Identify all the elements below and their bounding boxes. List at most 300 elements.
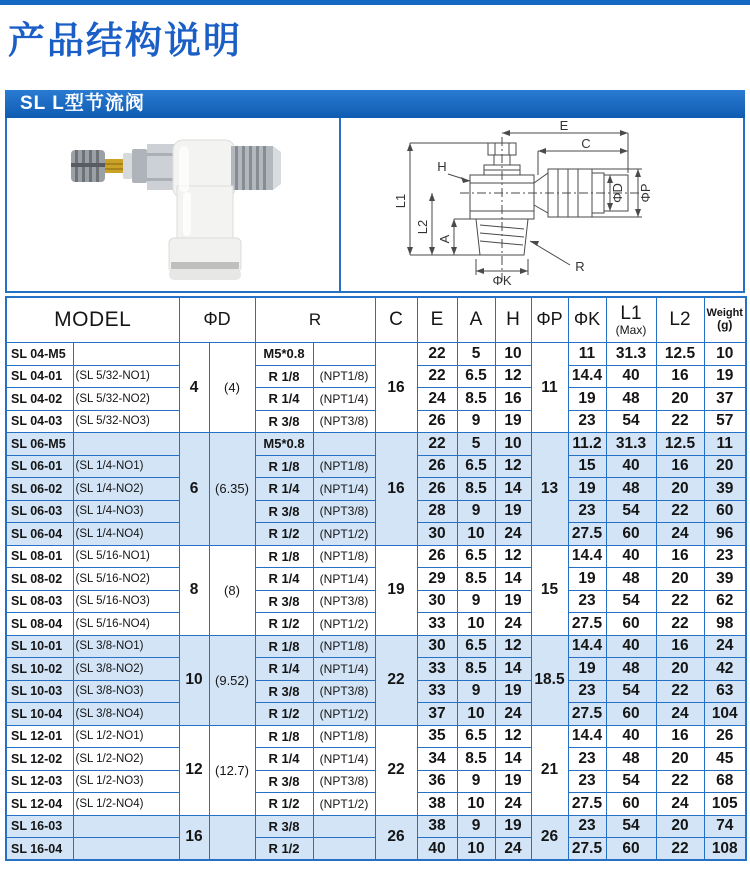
- cell-model: SL 06-M5: [6, 433, 73, 456]
- cell-l2: 22: [656, 770, 704, 793]
- cell-model: SL 06-01: [6, 455, 73, 478]
- cell-l1: 48: [606, 658, 656, 681]
- col-header-c: C: [375, 297, 417, 343]
- cell-model: SL 10-01: [6, 635, 73, 658]
- cell-model-alt: (SL 5/32-NO2): [73, 388, 179, 411]
- cell-model-alt: (SL 5/32-NO3): [73, 410, 179, 433]
- cell-l2: 16: [656, 365, 704, 388]
- cell-h: 19: [495, 680, 531, 703]
- cell-model-alt: (SL 1/4-NO1): [73, 455, 179, 478]
- cell-l2: 16: [656, 635, 704, 658]
- cell-weight: 104: [704, 703, 746, 726]
- spec-table-head: [6, 297, 746, 343]
- cell-e: 33: [417, 658, 457, 681]
- cell-tube-diameter-alt: (6.35): [209, 433, 255, 546]
- cell-model: SL 12-03: [6, 770, 73, 793]
- cell-e: 26: [417, 478, 457, 501]
- cell-k: 23: [568, 590, 606, 613]
- cell-e: 38: [417, 815, 457, 838]
- cell-a: 6.5: [457, 545, 495, 568]
- cell-a: 10: [457, 793, 495, 816]
- header-row: [6, 297, 746, 343]
- cell-a: 9: [457, 590, 495, 613]
- cell-l2: 22: [656, 410, 704, 433]
- cell-k: 23: [568, 500, 606, 523]
- cell-model: SL 16-04: [6, 838, 73, 861]
- cell-l1: 48: [606, 388, 656, 411]
- cell-e: 30: [417, 523, 457, 546]
- spec-row-sl-06-m5: [6, 433, 746, 456]
- cell-thread-alt: [313, 433, 375, 456]
- washer: [123, 153, 132, 179]
- cell-e: 22: [417, 343, 457, 366]
- cell-weight: 60: [704, 500, 746, 523]
- cell-l2: 20: [656, 748, 704, 771]
- cell-h: 16: [495, 388, 531, 411]
- col-header-weight: [704, 297, 746, 343]
- cell-model-alt: (SL 3/8-NO3): [73, 680, 179, 703]
- cell-c: 16: [375, 343, 417, 433]
- cell-k: 14.4: [568, 545, 606, 568]
- cell-k: 23: [568, 770, 606, 793]
- cell-l1: 40: [606, 635, 656, 658]
- cell-l2: 20: [656, 568, 704, 591]
- cell-l1: 54: [606, 770, 656, 793]
- cell-k: 23: [568, 680, 606, 703]
- cell-e: 29: [417, 568, 457, 591]
- cell-model: SL 08-01: [6, 545, 73, 568]
- cell-model-alt: [73, 838, 179, 861]
- cell-l1: 48: [606, 478, 656, 501]
- cell-l1: 40: [606, 545, 656, 568]
- cell-a: 8.5: [457, 568, 495, 591]
- cell-weight: 37: [704, 388, 746, 411]
- cell-e: 33: [417, 680, 457, 703]
- cell-thread-alt: (NPT1/4): [313, 658, 375, 681]
- cell-p: 15: [531, 545, 568, 635]
- cell-l2: 20: [656, 815, 704, 838]
- cell-model: SL 04-03: [6, 410, 73, 433]
- cell-k: 19: [568, 388, 606, 411]
- cell-tube-diameter: 6: [179, 433, 209, 546]
- cell-l2: 16: [656, 545, 704, 568]
- spec-row-sl-16-03: [6, 815, 746, 838]
- top-accent-strip: [0, 0, 750, 5]
- dim-label-l2: L2: [415, 219, 430, 234]
- cell-thread: R 3/8: [255, 500, 313, 523]
- cell-l2: 24: [656, 523, 704, 546]
- cell-tube-diameter: 8: [179, 545, 209, 635]
- cell-thread-alt: (NPT1/2): [313, 523, 375, 546]
- spec-row-sl-12-01: [6, 725, 746, 748]
- cell-l1: 31.3: [606, 433, 656, 456]
- cell-a: 10: [457, 613, 495, 636]
- weight-unit-label: (g): [717, 318, 733, 333]
- section-title: SL L型节流阀: [20, 92, 145, 114]
- cell-tube-diameter: 12: [179, 725, 209, 815]
- cell-model-alt: (SL 1/4-NO2): [73, 478, 179, 501]
- cell-l1: 54: [606, 680, 656, 703]
- cell-model: SL 08-03: [6, 590, 73, 613]
- cell-weight: 10: [704, 343, 746, 366]
- cell-thread-alt: (NPT3/8): [313, 500, 375, 523]
- cell-a: 8.5: [457, 748, 495, 771]
- bottom-lip: [169, 269, 241, 280]
- cell-a: 10: [457, 523, 495, 546]
- col-header-p: ΦP: [531, 297, 568, 343]
- cell-thread-alt: (NPT3/8): [313, 410, 375, 433]
- cell-weight: 98: [704, 613, 746, 636]
- cell-k: 15: [568, 455, 606, 478]
- cell-e: 40: [417, 838, 457, 861]
- cell-c: 26: [375, 815, 417, 860]
- cell-k: 27.5: [568, 703, 606, 726]
- cell-p: 21: [531, 725, 568, 815]
- cell-model-alt: (SL 1/2-NO1): [73, 725, 179, 748]
- cell-h: 14: [495, 748, 531, 771]
- cell-model: SL 10-04: [6, 703, 73, 726]
- cell-weight: 45: [704, 748, 746, 771]
- panel-body: [5, 118, 745, 293]
- technical-drawing: [342, 119, 742, 290]
- cell-h: 12: [495, 545, 531, 568]
- cell-e: 22: [417, 365, 457, 388]
- cell-model: SL 04-M5: [6, 343, 73, 366]
- cell-l2: 22: [656, 590, 704, 613]
- cell-weight: 74: [704, 815, 746, 838]
- cell-a: 9: [457, 815, 495, 838]
- cell-thread: R 1/4: [255, 658, 313, 681]
- col-header-d: ΦD: [179, 297, 255, 343]
- dim-label-c: C: [581, 135, 591, 151]
- cell-h: 14: [495, 658, 531, 681]
- page-title: 产品结构说明: [8, 20, 242, 61]
- col-header-a: A: [457, 297, 495, 343]
- cell-model-alt: (SL 5/16-NO1): [73, 545, 179, 568]
- cell-k: 27.5: [568, 523, 606, 546]
- cell-h: 10: [495, 433, 531, 456]
- cell-h: 19: [495, 770, 531, 793]
- cell-e: 22: [417, 433, 457, 456]
- cell-l2: 20: [656, 658, 704, 681]
- cell-model: SL 16-03: [6, 815, 73, 838]
- l1-label: L1: [620, 302, 642, 324]
- cell-e: 35: [417, 725, 457, 748]
- cell-thread-alt: (NPT1/4): [313, 388, 375, 411]
- cell-h: 24: [495, 523, 531, 546]
- cell-l1: 60: [606, 613, 656, 636]
- cell-thread-alt: (NPT1/8): [313, 545, 375, 568]
- cell-p: 18.5: [531, 635, 568, 725]
- cell-l2: 12.5: [656, 343, 704, 366]
- cell-k: 14.4: [568, 725, 606, 748]
- cell-l1: 60: [606, 793, 656, 816]
- dim-label-d: ΦD: [610, 182, 625, 203]
- cell-thread-alt: (NPT3/8): [313, 770, 375, 793]
- cell-thread: M5*0.8: [255, 433, 313, 456]
- cell-k: 11: [568, 343, 606, 366]
- spec-row-sl-10-01: [6, 635, 746, 658]
- cell-e: 38: [417, 793, 457, 816]
- cell-model-alt: (SL 5/16-NO4): [73, 613, 179, 636]
- cell-model-alt: (SL 5/16-NO3): [73, 590, 179, 613]
- cell-model: SL 12-04: [6, 793, 73, 816]
- dim-label-k: ΦK: [492, 272, 512, 288]
- cell-e: 34: [417, 748, 457, 771]
- col-header-h: H: [495, 297, 531, 343]
- cell-l2: 16: [656, 725, 704, 748]
- cell-tube-diameter-alt: (9.52): [209, 635, 255, 725]
- cell-a: 5: [457, 433, 495, 456]
- cell-k: 23: [568, 748, 606, 771]
- cell-model: SL 06-04: [6, 523, 73, 546]
- col-header-e: E: [417, 297, 457, 343]
- cell-thread: R 1/2: [255, 523, 313, 546]
- cell-model-alt: (SL 1/2-NO2): [73, 748, 179, 771]
- cell-thread: R 3/8: [255, 680, 313, 703]
- cell-tube-diameter: 10: [179, 635, 209, 725]
- cell-a: 8.5: [457, 388, 495, 411]
- cell-weight: 57: [704, 410, 746, 433]
- cell-thread: R 1/8: [255, 455, 313, 478]
- cell-tube-diameter-alt: (8): [209, 545, 255, 635]
- cell-model: SL 08-02: [6, 568, 73, 591]
- cell-weight: 105: [704, 793, 746, 816]
- cell-tube-diameter: 16: [179, 815, 209, 860]
- dim-label-h: H: [437, 158, 447, 174]
- cell-thread: R 1/8: [255, 365, 313, 388]
- cell-l1: 60: [606, 703, 656, 726]
- cell-a: 9: [457, 410, 495, 433]
- cell-h: 14: [495, 568, 531, 591]
- cell-h: 12: [495, 725, 531, 748]
- cell-h: 19: [495, 815, 531, 838]
- cell-h: 12: [495, 455, 531, 478]
- cell-e: 26: [417, 455, 457, 478]
- cell-l2: 24: [656, 793, 704, 816]
- cell-l2: 24: [656, 703, 704, 726]
- spec-table: [5, 296, 747, 862]
- cell-model: SL 12-02: [6, 748, 73, 771]
- cell-model-alt: (SL 1/2-NO3): [73, 770, 179, 793]
- cell-l2: 22: [656, 838, 704, 861]
- cell-thread-alt: (NPT1/2): [313, 793, 375, 816]
- cell-h: 19: [495, 500, 531, 523]
- cell-a: 9: [457, 770, 495, 793]
- dim-label-e: E: [559, 118, 569, 133]
- col-header-l1: [606, 297, 656, 343]
- cell-h: 14: [495, 478, 531, 501]
- cell-a: 10: [457, 703, 495, 726]
- cell-l1: 40: [606, 365, 656, 388]
- cell-h: 24: [495, 838, 531, 861]
- cell-h: 12: [495, 635, 531, 658]
- cell-model-alt: (SL 5/16-NO2): [73, 568, 179, 591]
- cell-model-alt: (SL 3/8-NO4): [73, 703, 179, 726]
- cell-l2: 22: [656, 613, 704, 636]
- col-header-l2: L2: [656, 297, 704, 343]
- cell-h: 12: [495, 365, 531, 388]
- cell-weight: 26: [704, 725, 746, 748]
- cell-thread-alt: (NPT1/8): [313, 455, 375, 478]
- cell-l1: 48: [606, 568, 656, 591]
- cell-model-alt: (SL 3/8-NO2): [73, 658, 179, 681]
- col-header-k: ΦK: [568, 297, 606, 343]
- cell-thread-alt: (NPT1/4): [313, 478, 375, 501]
- cell-p: 26: [531, 815, 568, 860]
- cell-a: 6.5: [457, 365, 495, 388]
- cell-e: 26: [417, 545, 457, 568]
- cell-model: SL 06-02: [6, 478, 73, 501]
- cell-a: 5: [457, 343, 495, 366]
- cell-k: 19: [568, 478, 606, 501]
- cell-thread: R 1/4: [255, 568, 313, 591]
- cell-thread: R 3/8: [255, 590, 313, 613]
- cell-thread: R 1/4: [255, 748, 313, 771]
- cell-l2: 20: [656, 478, 704, 501]
- dim-label-a: A: [437, 234, 452, 244]
- cell-thread-alt: (NPT1/8): [313, 365, 375, 388]
- cell-weight: 24: [704, 635, 746, 658]
- cell-l1: 60: [606, 523, 656, 546]
- cell-model: SL 10-03: [6, 680, 73, 703]
- cell-k: 19: [568, 568, 606, 591]
- cell-thread-alt: [313, 838, 375, 861]
- cell-c: 22: [375, 725, 417, 815]
- lock-nut: [132, 149, 147, 183]
- cell-weight: 96: [704, 523, 746, 546]
- product-panel: [5, 90, 745, 293]
- cell-thread: R 1/8: [255, 635, 313, 658]
- spec-row-sl-08-01: [6, 545, 746, 568]
- cell-l1: 31.3: [606, 343, 656, 366]
- cell-thread-alt: [313, 815, 375, 838]
- cell-thread: R 1/4: [255, 478, 313, 501]
- cell-thread: R 1/8: [255, 545, 313, 568]
- cell-model: SL 12-01: [6, 725, 73, 748]
- cell-k: 27.5: [568, 838, 606, 861]
- cell-c: 22: [375, 635, 417, 725]
- cell-h: 24: [495, 703, 531, 726]
- cell-k: 27.5: [568, 613, 606, 636]
- cell-k: 14.4: [568, 635, 606, 658]
- dim-label-p: ΦP: [638, 183, 653, 203]
- cell-model-alt: (SL 1/4-NO4): [73, 523, 179, 546]
- cell-thread: R 1/2: [255, 793, 313, 816]
- cell-thread-alt: (NPT1/8): [313, 635, 375, 658]
- metal-ring: [171, 262, 239, 269]
- cell-l1: 54: [606, 410, 656, 433]
- cell-weight: 42: [704, 658, 746, 681]
- cell-thread-alt: (NPT1/2): [313, 703, 375, 726]
- cell-weight: 39: [704, 568, 746, 591]
- cell-weight: 62: [704, 590, 746, 613]
- cell-thread: R 1/8: [255, 725, 313, 748]
- cell-tube-diameter: 4: [179, 343, 209, 433]
- cell-thread-alt: (NPT1/4): [313, 568, 375, 591]
- cell-model: SL 08-04: [6, 613, 73, 636]
- cell-l1: 40: [606, 725, 656, 748]
- cell-model: SL 06-03: [6, 500, 73, 523]
- cell-p: 13: [531, 433, 568, 546]
- cell-tube-diameter-alt: (12.7): [209, 725, 255, 815]
- cell-l1: 40: [606, 455, 656, 478]
- cell-e: 37: [417, 703, 457, 726]
- cell-thread: R 1/4: [255, 388, 313, 411]
- cell-thread-alt: (NPT1/8): [313, 725, 375, 748]
- cell-l2: 12.5: [656, 433, 704, 456]
- cell-tube-diameter-alt: (4): [209, 343, 255, 433]
- cell-k: 23: [568, 815, 606, 838]
- product-photo: [23, 120, 323, 288]
- weight-label: Weight: [706, 306, 743, 319]
- cell-e: 33: [417, 613, 457, 636]
- cell-e: 26: [417, 410, 457, 433]
- technical-drawing-cell: [341, 118, 743, 291]
- dim-label-r: R: [575, 258, 585, 274]
- cell-thread-alt: (NPT3/8): [313, 590, 375, 613]
- cell-thread: M5*0.8: [255, 343, 313, 366]
- spec-row-sl-04-m5: [6, 343, 746, 366]
- cell-k: 11.2: [568, 433, 606, 456]
- cell-thread-alt: [313, 343, 375, 366]
- cell-l2: 20: [656, 388, 704, 411]
- cell-weight: 19: [704, 365, 746, 388]
- cell-l2: 22: [656, 500, 704, 523]
- cell-l1: 54: [606, 815, 656, 838]
- brass-screw: [105, 159, 123, 173]
- cell-h: 10: [495, 343, 531, 366]
- cell-weight: 108: [704, 838, 746, 861]
- cell-e: 24: [417, 388, 457, 411]
- col-header-r: R: [255, 297, 375, 343]
- cell-model: SL 10-02: [6, 658, 73, 681]
- cell-thread-alt: (NPT3/8): [313, 680, 375, 703]
- cell-model-alt: [73, 815, 179, 838]
- cell-a: 6.5: [457, 725, 495, 748]
- cell-model-alt: (SL 5/32-NO1): [73, 365, 179, 388]
- cell-l1: 60: [606, 838, 656, 861]
- cell-tube-diameter-alt: [209, 815, 255, 860]
- col-header-model: MODEL: [6, 297, 179, 343]
- cell-h: 24: [495, 793, 531, 816]
- cell-thread: R 3/8: [255, 410, 313, 433]
- cell-k: 27.5: [568, 793, 606, 816]
- cell-p: 11: [531, 343, 568, 433]
- cell-weight: 23: [704, 545, 746, 568]
- cell-model: SL 04-02: [6, 388, 73, 411]
- cell-thread: R 3/8: [255, 815, 313, 838]
- cell-a: 10: [457, 838, 495, 861]
- cell-model-alt: [73, 433, 179, 456]
- cell-h: 19: [495, 410, 531, 433]
- cell-a: 6.5: [457, 455, 495, 478]
- cell-thread: R 3/8: [255, 770, 313, 793]
- cell-model-alt: (SL 1/4-NO3): [73, 500, 179, 523]
- cell-thread: R 1/2: [255, 613, 313, 636]
- cell-l1: 54: [606, 500, 656, 523]
- cell-h: 24: [495, 613, 531, 636]
- cell-model-alt: (SL 3/8-NO1): [73, 635, 179, 658]
- cell-thread-alt: (NPT1/2): [313, 613, 375, 636]
- cell-l2: 22: [656, 680, 704, 703]
- cell-weight: 63: [704, 680, 746, 703]
- cell-thread-alt: (NPT1/4): [313, 748, 375, 771]
- cell-h: 19: [495, 590, 531, 613]
- cell-e: 30: [417, 635, 457, 658]
- cell-weight: 20: [704, 455, 746, 478]
- cell-a: 9: [457, 680, 495, 703]
